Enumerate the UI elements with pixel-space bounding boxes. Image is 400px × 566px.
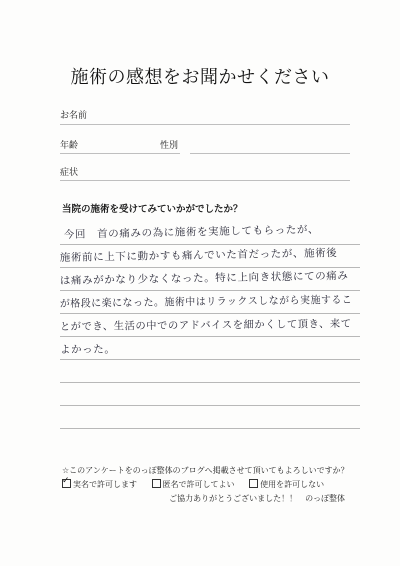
ruled-line [60, 313, 360, 314]
checkbox [152, 479, 161, 488]
ruled-line [60, 359, 360, 360]
handwritten-line: 今回 首の痛みの為に施術を実施してもらったが、 [63, 223, 320, 242]
symptom-line [60, 180, 350, 181]
checkbox [249, 479, 258, 488]
ruled-line [60, 428, 360, 429]
page-title: 施術の感想をお聞かせください [70, 67, 330, 88]
age-label: 年齢 [60, 141, 79, 151]
handwritten-line: 施術前に上下に動かすも痛んでいた首だったが、施術後 [59, 247, 338, 265]
checkbox [62, 476, 71, 488]
symptom-label: 症状 [60, 168, 79, 178]
name-line [60, 124, 350, 125]
check-mark-icon: ✓ [62, 476, 70, 486]
handwritten-line: とができ、生活の中でのアドバイスを細かくして頂き、来て [59, 317, 352, 334]
thanks-signature: ご協力ありがとうございました！！ のっぽ整体 [169, 494, 345, 503]
consent-option-label: 使用を許可しない [260, 480, 325, 489]
consent-option-label: 実名で許可します [73, 480, 137, 489]
handwritten-line: は痛みがかなり少なくなった。特に上向き状態にての痛み [59, 269, 349, 288]
consent-option-label: 匿名で許可してよい [162, 480, 235, 489]
name-label: お名前 [60, 111, 88, 121]
ruled-line [60, 290, 360, 291]
age-line [60, 153, 180, 154]
ruled-line [60, 382, 360, 383]
consent-option-deny [249, 479, 324, 490]
consent-question: ☆このアンケートをのっぽ整体のブログへ掲載させて頂いてもよろしいですか？ [62, 466, 349, 475]
handwritten-line: よかった。 [59, 343, 116, 357]
gender-line [190, 153, 350, 154]
handwritten-line: が格段に楽になった。施術中はリラックスしながら実施するこ [59, 293, 353, 311]
gender-label: 性別 [160, 141, 179, 151]
consent-option-anonymous [152, 479, 235, 490]
consent-option-realname [62, 476, 137, 490]
consent-options [62, 476, 336, 490]
impression-question: 当院の施術を受けてみていかがでしたか？ [62, 204, 243, 215]
ruled-line [60, 405, 360, 406]
ruled-line [60, 336, 360, 337]
